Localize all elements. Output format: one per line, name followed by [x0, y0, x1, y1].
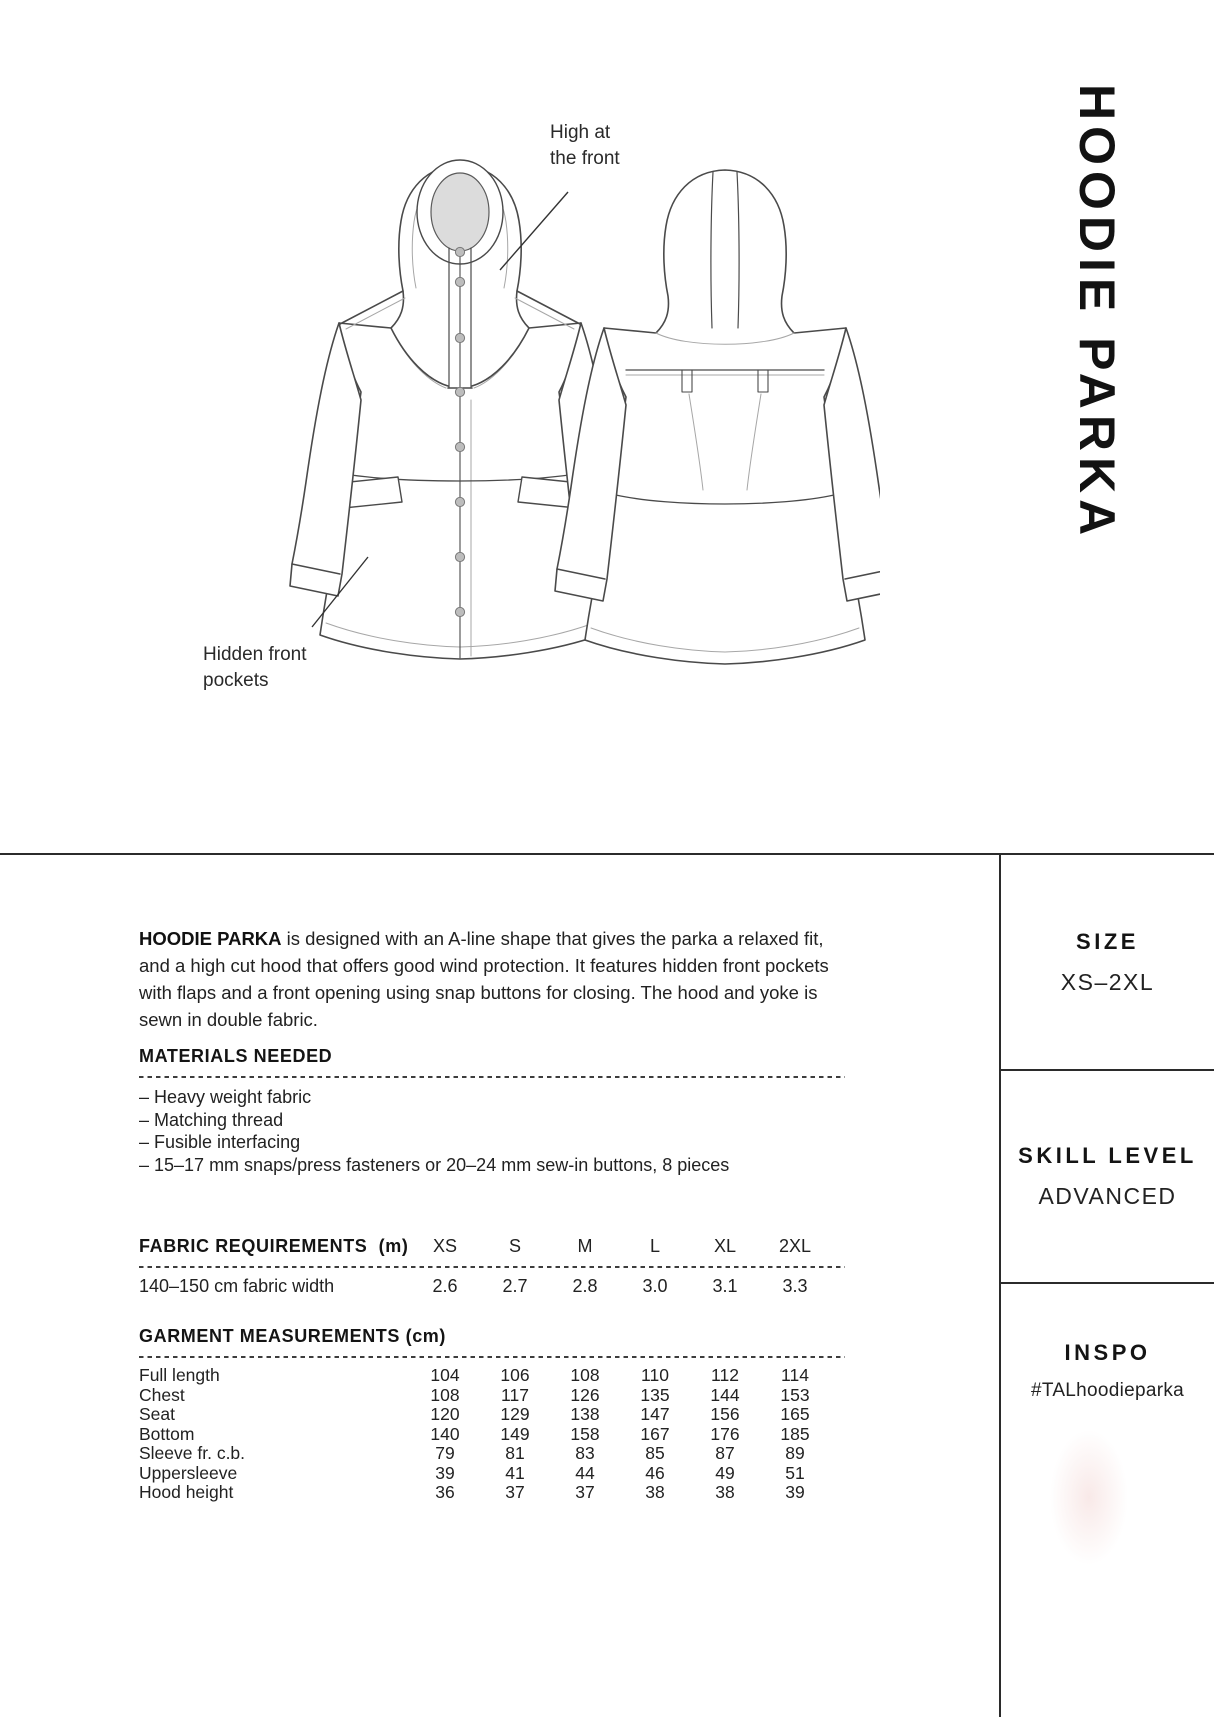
annotation-pockets-line2: pockets: [203, 670, 269, 691]
materials-section: [139, 1046, 845, 1176]
table-row: [139, 1366, 845, 1386]
measurement-value: 167: [640, 1423, 670, 1444]
sidebar-inspo-panel: [1001, 1284, 1214, 1402]
hood-opening-fill: [431, 173, 489, 251]
measurement-value: 104: [430, 1365, 460, 1385]
table-row: [139, 1386, 845, 1406]
measurement-value: 39: [435, 1462, 455, 1483]
measurement-value: 38: [645, 1482, 665, 1502]
measurement-label: Full length: [139, 1365, 220, 1385]
fabric-requirements-title: FABRIC REQUIREMENTS: [139, 1236, 368, 1256]
measurement-value: 126: [570, 1384, 600, 1405]
description-body: is designed with an A-line shape that gives the parka a relaxed fit, and a high cut hood that offers good wind protection. It features hidden front pockets with flaps and a front opening using snap buttons for closing. The hood and yoke is sewn in double fabric.: [139, 927, 829, 1030]
measurement-value: 114: [781, 1365, 809, 1385]
measurement-value: 185: [780, 1423, 810, 1444]
table-row: [139, 1444, 845, 1464]
fabric-value: 2.8: [572, 1276, 598, 1296]
measurement-value: 38: [715, 1482, 735, 1502]
garment-measurements-section: [139, 1326, 845, 1503]
measurement-value: 49: [715, 1462, 735, 1483]
measurement-value: 140: [430, 1423, 460, 1444]
fabric-requirements-unit: (m): [378, 1236, 409, 1256]
fabric-value: 2.7: [502, 1276, 528, 1296]
size-heading: SIZE: [1076, 928, 1139, 954]
annotation-pockets: [203, 642, 307, 694]
measurement-value: 117: [501, 1384, 529, 1405]
measurement-label: Bottom: [139, 1423, 195, 1444]
measurement-value: 83: [575, 1443, 595, 1463]
table-row: [139, 1405, 845, 1425]
materials-dashed-rule: [139, 1076, 845, 1078]
garment-measurements-dashed-rule: [139, 1356, 845, 1358]
size-value: XS–2XL: [1060, 968, 1155, 995]
measurement-value: 51: [785, 1462, 805, 1483]
size-column-header: 2XL: [778, 1236, 812, 1256]
parka-flat-sketch: [140, 70, 880, 720]
fabric-value: 3.0: [642, 1276, 668, 1296]
fabric-requirements-row: [139, 1276, 845, 1297]
measurement-value: 89: [785, 1443, 805, 1463]
skill-level-heading: SKILL LEVEL: [1018, 1143, 1197, 1168]
watermark-blob: [1050, 1430, 1128, 1565]
measurement-value: 165: [780, 1404, 810, 1424]
sidebar-skill-panel: [1001, 1071, 1214, 1282]
measurement-value: 112: [711, 1365, 739, 1385]
measurement-value: 87: [715, 1443, 735, 1463]
measurement-value: 46: [645, 1462, 665, 1483]
measurement-value: 120: [430, 1404, 460, 1424]
measurement-label: Hood height: [139, 1482, 234, 1502]
measurement-label: Sleeve fr. c.b.: [139, 1443, 246, 1463]
measurement-value: 149: [500, 1423, 530, 1444]
size-column-header: M: [577, 1236, 593, 1256]
back-view: [555, 170, 880, 664]
front-yoke-seam-right: [517, 291, 580, 324]
front-yoke-seam-left: [340, 291, 403, 324]
fabric-requirements-header-row: [139, 1236, 845, 1257]
description-paragraph: [139, 925, 853, 1033]
skill-level-value: ADVANCED: [1038, 1183, 1177, 1209]
materials-item: – Heavy weight fabric: [139, 1087, 312, 1107]
measurement-value: 81: [505, 1443, 525, 1463]
fabric-requirements-dashed-rule: [139, 1266, 845, 1268]
measurement-value: 106: [500, 1365, 530, 1385]
size-column-header: XL: [713, 1236, 737, 1256]
annotation-hood-line2: the front: [550, 148, 620, 169]
size-column-header: L: [649, 1236, 660, 1256]
measurement-value: 41: [505, 1462, 525, 1483]
garment-technical-drawing: [140, 70, 880, 720]
annotation-pockets-line1: Hidden front: [203, 644, 307, 665]
materials-item: – Fusible interfacing: [139, 1132, 301, 1152]
description-lead: HOODIE PARKA: [139, 927, 282, 949]
measurement-value: 129: [500, 1404, 530, 1424]
size-column-header: XS: [432, 1236, 457, 1256]
measurement-label: Uppersleeve: [139, 1462, 238, 1483]
measurement-value: 85: [645, 1443, 665, 1463]
fabric-requirements-heading: [139, 1236, 410, 1257]
measurement-label: Chest: [139, 1384, 185, 1405]
measurement-value: 108: [570, 1365, 600, 1385]
measurement-value: 39: [785, 1482, 805, 1502]
materials-item: – Matching thread: [139, 1109, 284, 1130]
fabric-value: 3.1: [712, 1276, 738, 1296]
measurement-value: 138: [570, 1404, 600, 1424]
measurement-value: 158: [570, 1423, 600, 1444]
table-row: [139, 1425, 845, 1445]
measurement-value: 176: [710, 1423, 740, 1444]
measurement-value: 44: [575, 1462, 595, 1483]
measurement-value: 37: [505, 1482, 525, 1502]
table-row: [139, 1483, 845, 1503]
garment-measurements-heading: GARMENT MEASUREMENTS (cm): [139, 1326, 447, 1346]
annotation-hood-line1: High at: [550, 122, 611, 143]
sidebar-size-panel: [1001, 855, 1214, 1069]
measurement-value: 36: [435, 1482, 455, 1502]
measurement-value: 156: [710, 1404, 740, 1424]
inspo-heading: INSPO: [1064, 1340, 1151, 1365]
measurement-label: Seat: [139, 1404, 175, 1424]
measurement-value: 108: [430, 1384, 460, 1405]
measurement-value: 79: [435, 1443, 455, 1463]
materials-list: [139, 1086, 845, 1176]
annotation-hood: [550, 120, 620, 172]
materials-heading: MATERIALS NEEDED: [139, 1046, 333, 1066]
fabric-value: 3.3: [782, 1276, 808, 1296]
measurement-value: 147: [640, 1404, 670, 1424]
measurement-value: 37: [575, 1482, 595, 1502]
size-column-header: S: [508, 1236, 521, 1256]
fabric-requirements-section: [139, 1236, 845, 1297]
measurement-value: 135: [640, 1384, 670, 1405]
back-body-outline: [585, 170, 865, 664]
measurement-value: 153: [780, 1384, 810, 1405]
inspo-hashtag: #TALhoodieparka: [1030, 1380, 1185, 1401]
materials-item: – 15–17 mm snaps/press fasteners or 20–24 mm sew-in buttons, 8 pieces: [139, 1154, 730, 1175]
fabric-width-label: 140–150 cm fabric width: [139, 1276, 335, 1296]
fabric-value: 2.6: [432, 1276, 458, 1296]
table-row: [139, 1464, 845, 1484]
measurement-value: 110: [641, 1365, 669, 1385]
measurement-value: 144: [710, 1384, 740, 1405]
page-title: HOODIE PARKA: [1069, 84, 1125, 542]
